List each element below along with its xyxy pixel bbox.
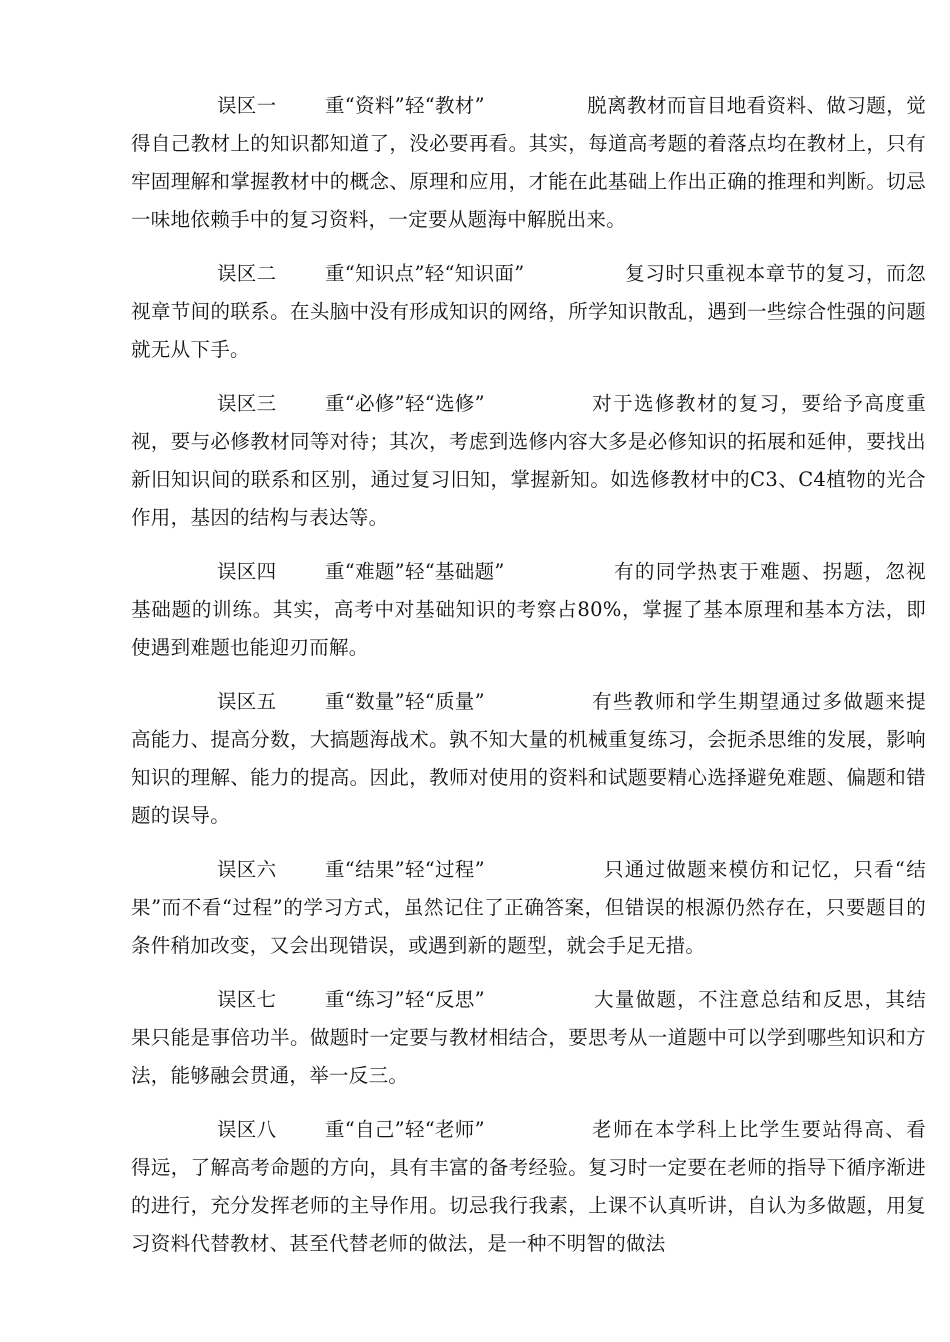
section-4-body: 有的同学热衷于难题、拐题，忽视基础题的训练。其实，高考中对基础知识的考察占80%，掌握了基本原理和基本方法，即使遇到难题也能迎刃而解。 [131,560,926,659]
section-5-body: 有些教师和学生期望通过多做题来提高能力、提高分数，大搞题海战术。孰不知大量的机械重复练习，会扼杀思维的发展，影响知识的理解、能力的提高。因此，教师对使用的资料和试题要精心选择避免难题、偏题和错题的误导。 [131,690,926,827]
section-3-label: 误区三 [217,392,277,415]
section-6-body: 只通过做题来模仿和记忆，只看“结果”而不看“过程”的学习方式，虽然记住了正确答案，但错误的根源仍然存在，只要题目的条件稍加改变，又会出现错误，或遇到新的题型，就会手足无措。 [131,858,926,957]
section-8-body: 老师在本学科上比学生要站得高、看得远，了解高考命题的方向，具有丰富的备考经验。复习时一定要在老师的指导下循序渐进的进行，充分发挥老师的主导作用。切忌我行我素，上课不认真听讲，自认为多做题，用复习资料代替教材、甚至代替老师的做法，是一种不明智的做法 [131,1118,926,1255]
section-2-heading: 重“知识点”轻“知识面” [325,262,525,285]
section-3-heading: 重“必修”轻“选修” [325,392,485,415]
section-6-label: 误区六 [217,858,277,881]
section-1-paragraph [131,87,926,239]
section-7-paragraph [131,981,926,1095]
section-5-paragraph [131,683,926,835]
section-5-label: 误区五 [217,690,277,713]
section-7-heading: 重“练习”轻“反思” [325,988,485,1011]
section-8-heading: 重“自己”轻“老师” [325,1118,485,1141]
section-3-body: 对于选修教材的复习，要给予高度重视，要与必修教材同等对待；其次，考虑到选修内容大多是必修知识的拓展和延伸，要找出新旧知识间的联系和区别，通过复习旧知，掌握新知。如选修教材中的C3、C4植物的光合作用，基因的结构与表达等。 [131,392,926,529]
section-5-heading: 重“数量”轻“质量” [325,690,485,713]
section-7-body: 大量做题，不注意总结和反思，其结果只能是事倍功半。做题时一定要与教材相结合，要思考从一道题中可以学到哪些知识和方法，能够融会贯通，举一反三。 [131,988,926,1087]
section-2-label: 误区二 [217,262,277,285]
section-8-paragraph [131,1111,926,1263]
section-7-label: 误区七 [217,988,277,1011]
section-4-heading: 重“难题”轻“基础题” [325,560,505,583]
section-6-paragraph [131,851,926,965]
section-4-paragraph [131,553,926,667]
section-6-heading: 重“结果”轻“过程” [325,858,485,881]
document-body [131,87,926,1279]
section-4-label: 误区四 [217,560,277,583]
section-1-body: 脱离教材而盲目地看资料、做习题，觉得自己教材上的知识都知道了，没必要再看。其实，每道高考题的着落点均在教材上，只有牢固理解和掌握教材中的概念、原理和应用，才能在此基础上作出正确的推理和判断。切忌一味地依赖手中的复习资料，一定要从题海中解脱出来。 [131,94,926,231]
section-1-heading: 重“资料”轻“教材” [325,94,485,117]
section-1-label: 误区一 [217,94,277,117]
section-2-paragraph [131,255,926,369]
section-2-body: 复习时只重视本章节的复习，而忽视章节间的联系。在头脑中没有形成知识的网络，所学知识散乱，遇到一些综合性强的问题就无从下手。 [131,262,926,361]
section-8-label: 误区八 [217,1118,277,1141]
section-3-paragraph [131,385,926,537]
